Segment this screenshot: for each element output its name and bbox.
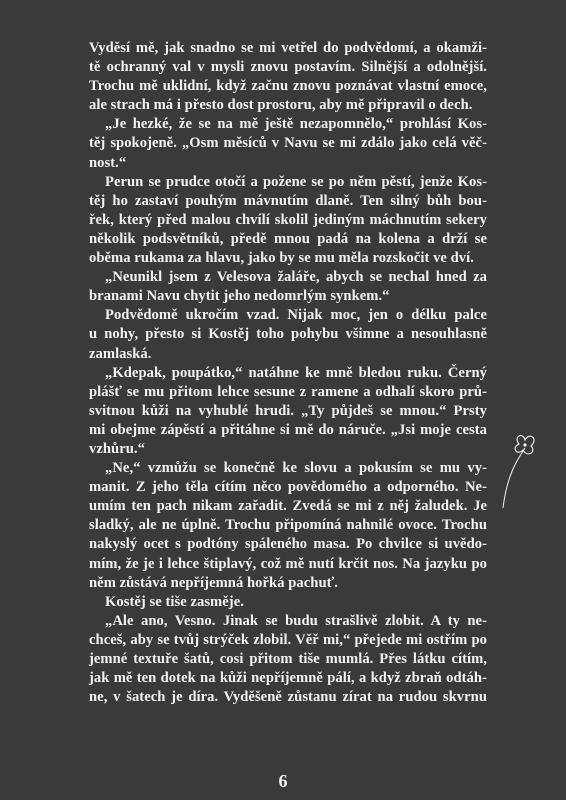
text-line: mím, že je i lehce štiplavý, což mě nutí krčit nos. Na jazyku po [89,555,487,572]
text-line: sladký, ale ne úplně. Trochu připomíná nahnilé ovoce. Trochu [89,517,487,534]
text-line: plášť se mu přitom lehce sesune z ramene a odhalí skoro prů- [89,383,487,400]
text-line: oběma rukama za hlavu, jako by se mu měla rozskočit ve dví. [89,250,474,267]
page-number: 6 [278,771,288,791]
body-text [89,39,487,707]
text-line: Perun se prudce otočí a požene se po něm pěstí, jenže Kos- [105,173,487,190]
text-line: těj ho zastaví pouhým mávnutím dlaně. Ten silný bůh bou- [89,192,487,209]
text-line: ne, v šatech je díra. Vyděšeně zůstanu zírat na rudou skvrnu [89,689,487,706]
text-line: svitnou kůži na vyhublé hrudi. „Ty půjdeš se mnou.“ Prsty [89,402,487,419]
text-line: tě ochranný val v mysli znovu postavím. Silnější a odolnější. [89,59,487,76]
text-line: nost.“ [89,154,127,171]
text-line: ale strach má i přesto dost prostoru, aby mě připravil o dech. [89,97,473,114]
text-line: řek, který před malou chvílí skolil jediným máchnutím sekery [89,211,487,228]
text-line: „Kdepak, poupátko,“ natáhne ke mně bledou ruku. Černý [105,364,487,381]
text-line: vzhůru.“ [89,440,145,457]
text-line: chceš, aby se tvůj strýček zlobil. Věř mi,“ přejede mi ostřím po [89,631,487,648]
text-line: Vyděsí mě, jak snadno se mi vetřel do podvědomí, a okamži- [89,40,487,56]
text-line: u nohy, přesto si Kostěj toho pohybu všimne a nesouhlasně [89,326,487,343]
text-line: zamlaská. [89,345,152,362]
text-line: mi obejme zápěstí a přitáhne si mě do náruče. „Jsi moje cesta [89,421,487,438]
text-line: něm zůstává nepříjemná hořká pachuť. [89,574,338,591]
text-line: Trochu mě uklidní, když začnu znovu poznávat vlastní emoce, [89,78,487,95]
text-line: „Je hezké, že se na mě ještě nezapomnělo,“ prohlásí Kos- [105,116,487,133]
text-line: několik podsvětníků, předě mnou padá na kolena a drží se [89,230,487,247]
text-line: jak mě ten dotek na kůži nepříjemně pálí, a když zbraň odtáh- [89,670,487,687]
flower-icon [497,430,541,510]
text-line: jemné textuře šatů, cosi přitom tiše mumlá. Přes látku cítím, [89,651,487,667]
text-line: těj spokojeně. „Osm měsíců v Navu se mi zdálo jako celá věč- [89,135,487,152]
text-line: nakyslý ocet s podtóny spáleného masa. Po chvilce si uvědo- [89,536,487,553]
text-line: Kostěj se tiše zasměje. [105,593,244,610]
text-line: „Ne,“ vzmůžu se konečně ke slovu a pokusím se mu vy- [105,460,487,477]
text-line: „Neunikl jsem z Velesova žaláře, abych se nechal hned za [105,269,487,286]
text-line: umím ten pach nikam zařadit. Zvedá se mi z něj žaludek. Je [89,498,487,515]
text-line: branami Navu chytit jeho nedomrlým synkem.“ [89,288,390,305]
text-line: „Ale ano, Vesno. Jinak se budu strašlivě zlobit. A ty ne- [105,612,487,629]
text-line: manit. Z jeho těla cítím něco povědomého a odporného. Ne- [89,479,487,496]
text-line: Podvědomě ukročím vzad. Nijak moc, jen o délku palce [105,307,487,324]
